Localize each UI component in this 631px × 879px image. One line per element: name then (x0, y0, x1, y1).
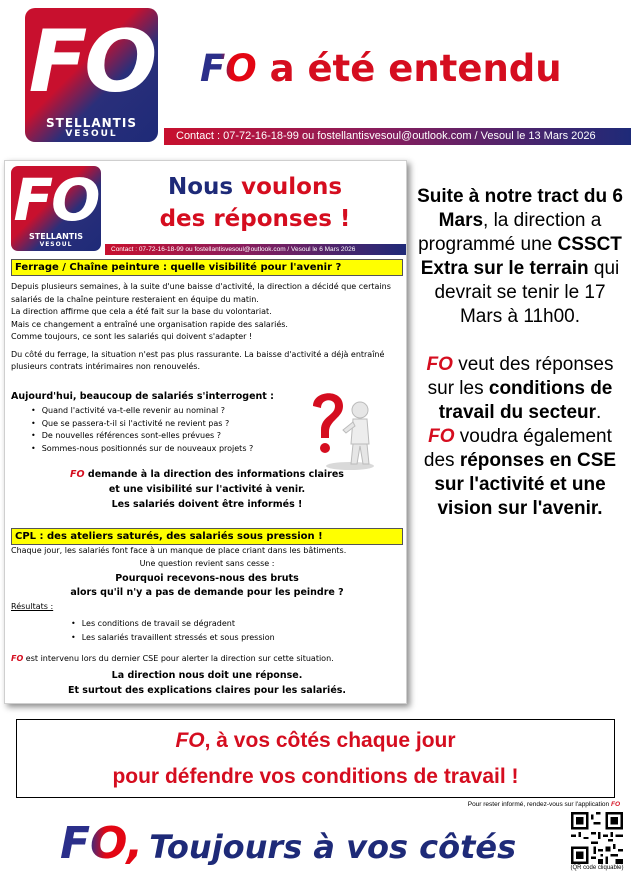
list-item: • Quand l'activité va-t-elle revenir au nominal ? (11, 405, 403, 418)
list-item: • • Les conditions de travail se dégradent (11, 617, 403, 631)
app-note-fo: FO (610, 801, 620, 808)
tract-title-line2: des réponses ! (159, 206, 351, 232)
logo-letters: FO (28, 12, 155, 112)
section2-heading: CPL : des ateliers saturés, des salariés sous pression ! (11, 528, 403, 545)
announcement-p1 (416, 185, 624, 329)
cse-text: est intervenu lors du dernier CSE pour alerter la direction sur cette situation. (23, 654, 334, 663)
logo-brand-line1: STELLANTIS (46, 116, 137, 130)
p3-bold1: réponses en CSE sur l'activité et une vision sur l'avenir. (434, 450, 617, 519)
tract-logo-brand-line2: VESOUL (39, 241, 73, 248)
qr-code-icon[interactable] (571, 812, 623, 864)
tract-logo (11, 166, 101, 251)
section1-p3: Mais ce changement a entraîné une organisation rapide des salariés. (11, 319, 288, 329)
fo-demand-block (11, 467, 403, 512)
footer-slogan (60, 814, 560, 874)
app-note-text: Pour rester informé, rendez-vous sur l'application (467, 801, 611, 808)
p2-text2: . (596, 402, 602, 423)
p1-text1: , la direction a programmé une (418, 210, 602, 255)
p1-text2: qui devrait se tenir le 17 Mars à 11h00. (434, 258, 620, 327)
p2-text1: veut des réponses sur les (427, 354, 614, 399)
page-headline (200, 42, 620, 96)
section1-p5: Du côté du ferrage, la situation n'est pas plus rassurante. La baisse d'activité a déjà entraîné plusieurs contrats intérimaires non renouvelés. (11, 349, 385, 371)
p2-bold1: conditions de travail du secteur (438, 378, 613, 423)
demand-line1: demande à la direction des informations claires (84, 469, 344, 480)
p3-fo: FO (428, 426, 455, 447)
closing1: La direction nous doit une réponse. (111, 670, 303, 681)
closing-block (11, 668, 403, 698)
list-item: • Que se passera-t-il si l'activité ne revient pas ? (11, 418, 403, 431)
headline-fo: FO (200, 47, 257, 90)
announcement-p2 (416, 353, 624, 521)
cse-statement (11, 653, 403, 666)
closing2: Et surtout des explications claires pour les salariés. (67, 685, 347, 696)
tract-title (105, 171, 405, 235)
tract-title-part1: Nous (167, 174, 242, 200)
section2-p1: Chaque jour, les salariés font face à un manque de place criant dans les bâtiments. (11, 546, 347, 555)
results-label: Résultats : (11, 602, 54, 611)
section1-body (11, 281, 403, 374)
section1-heading: Ferrage / Chaîne peinture : quelle visibilité pour l'avenir ? (11, 259, 403, 276)
tract-logo-letters: FO (13, 166, 99, 234)
section1-p1: Depuis plusieurs semaines, à la suite d'une baisse d'activité, la direction a décidé que certains salariés de la chaîne peinture resteraient en équipe du matin. (11, 282, 391, 304)
questions-intro: Aujourd'hui, beaucoup de salariés s'interrogent : (11, 391, 274, 402)
headline-rest: a été entendu (256, 47, 562, 90)
demand-fo: FO (70, 469, 85, 480)
demand-line3: Les salariés doivent être informés ! (111, 499, 303, 510)
previous-tract-image (4, 160, 407, 704)
fo-stellantis-logo (25, 8, 158, 142)
section2-question (11, 572, 403, 600)
demand-line2: et une visibilité sur l'activité à venir. (108, 484, 306, 495)
section1-p4: Comme toujours, ce sont les salariés qui doivent s'adapter ! (11, 332, 253, 341)
tract-title-part2: voulons (241, 174, 343, 200)
footer-text: Toujours à vos côtés (149, 828, 517, 866)
app-note (380, 800, 620, 810)
footer-fo: FO, (60, 818, 144, 869)
bottom-fo: FO (175, 729, 205, 752)
contact-bar: Contact : 07-72-16-18-99 ou fostellantisvesoul@outlook.com / Vesoul le 13 Mars 2026 (164, 128, 631, 145)
cse-fo: FO (11, 654, 24, 663)
p3-text1: voudra également des (423, 426, 612, 471)
section2-q2: alors qu'il n'y a pas de demande pour les peindre ? (70, 587, 344, 598)
section2-q1: Pourquoi recevons-nous des bruts (115, 573, 299, 584)
section1-p2: La direction affirme que cela a été fait sur la base du volontariat. (11, 307, 272, 316)
bottom-line2: pour défendre vos conditions de travail ! (112, 765, 519, 788)
list-item: • • Les salariés travaillent stressés et sous pression (11, 631, 403, 645)
logo-brand-line2: VESOUL (65, 129, 118, 139)
question-mark-figure-icon (305, 386, 385, 471)
p2-fo: FO (426, 354, 453, 375)
results-list (11, 617, 403, 645)
qr-note: (QR code cliquable) (570, 865, 624, 871)
bottom-line1: , à vos côtés chaque jour (204, 729, 456, 752)
slogan-box (16, 719, 615, 798)
list-item: • De nouvelles références sont-elles prévues ? (11, 430, 403, 443)
tract-logo-brand-line1: STELLANTIS (29, 232, 83, 241)
announcement-column (416, 185, 624, 545)
tract-contact-bar: Contact : 07-72-16-18-99 ou fostellantisvesoul@outlook.com / Vesoul le 6 Mars 2026 (105, 244, 407, 255)
p1-bold2: CSSCT Extra sur le terrain (420, 234, 622, 279)
p1-bold1: Suite à notre tract du 6 Mars (417, 186, 623, 231)
list-item: • Sommes-nous positionnés sur de nouveaux projets ? (11, 443, 403, 456)
section2-p2: Une question revient sans cesse : (139, 559, 275, 568)
